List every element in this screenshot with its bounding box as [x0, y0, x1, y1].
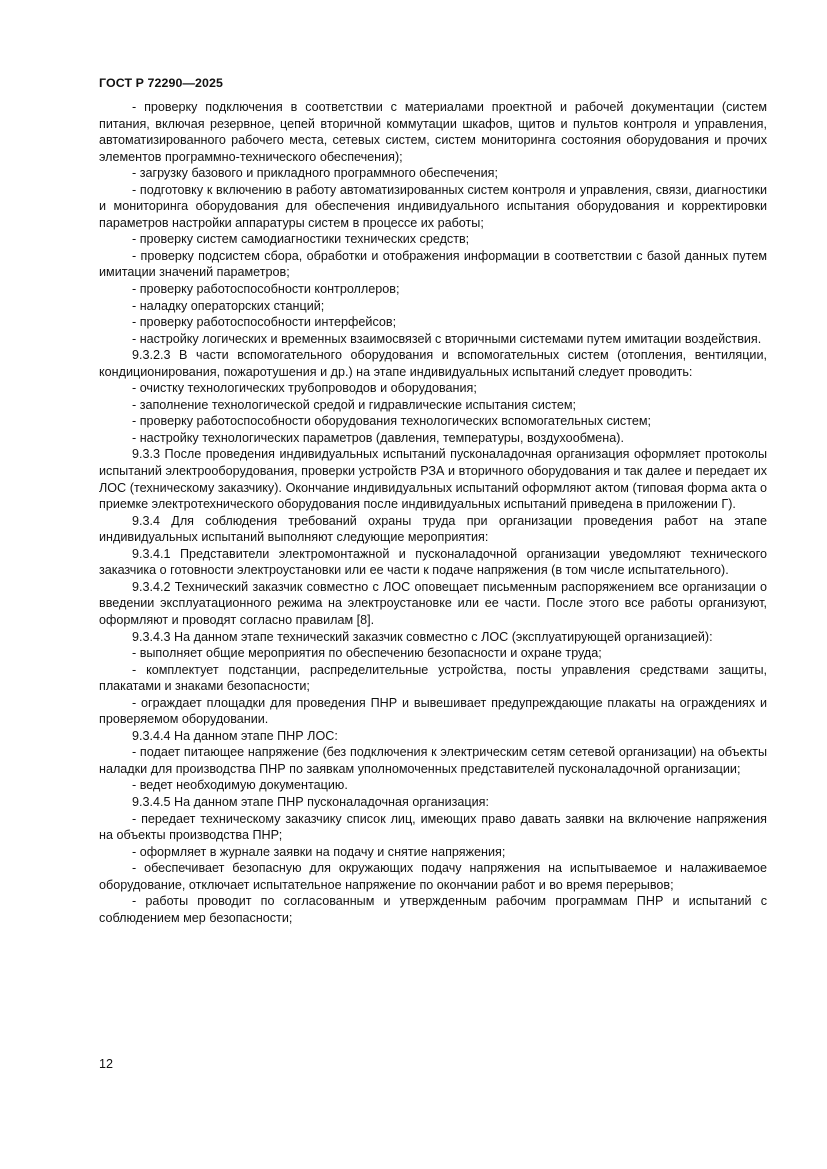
paragraph: - настройку логических и временных взаимосвязей с вторичными системами путем имитации воздействия.: [132, 331, 762, 346]
paragraph: - загрузку базового и прикладного программного обеспечения;: [132, 166, 498, 181]
paragraph: - подготовку к включению в работу автоматизированных систем контроля и управления, связи, диагностики и мониторинга оборудования для обеспечения индивидуального испытания оборудования и корректировки параметров настройки аппаратуры систем в процессе их работы;: [99, 182, 767, 230]
paragraph: - комплектует подстанции, распределительные устройства, посты управления средствами защиты, плакатами и знаками безопасности;: [99, 662, 767, 694]
paragraph: - настройку технологических параметров (давления, температуры, воздухообмена).: [132, 430, 624, 445]
paragraph: - работы проводит по согласованным и утвержденным рабочим программам ПНР и испытаний с соблюдением мер безопасности;: [99, 894, 767, 925]
paragraph: - передает техническому заказчику список лиц, имеющих право давать заявки на включение напряжения на объекты производства ПНР;: [99, 811, 767, 843]
paragraph: 9.3.4.4 На данном этапе ПНР ЛОС:: [132, 728, 338, 743]
page-number: 12: [99, 1057, 114, 1071]
paragraph: - проверку работоспособности контроллеров;: [132, 282, 400, 297]
paragraph: - проверку систем самодиагностики технических средств;: [132, 232, 470, 247]
paragraph: - обеспечивает безопасную для окружающих подачу напряжения на испытываемое и налаживаемое оборудование, отключает испытательное напряжение по окончании работ и во время перерывов;: [99, 861, 767, 892]
paragraph: - оформляет в журнале заявки на подачу и снятие напряжения;: [132, 844, 506, 859]
paragraph: 9.3.2.3 В части вспомогательного оборудования и вспомогательных систем (отопления, вентиляции, кондиционирования, пожаротушения и др.) на этапе индивидуальных испытаний следует проводить:: [99, 348, 767, 379]
paragraph: - проверку работоспособности оборудования технологических вспомогательных систем;: [132, 414, 651, 429]
paragraph: - ограждает площадки для проведения ПНР и вывешивает предупреждающие плакаты на ограждениях и проверяемом оборудовании.: [99, 695, 767, 727]
paragraph: 9.3.4.2 Технический заказчик совместно с ЛОС оповещает письменным распоряжением все организации о введении эксплуатационного режима на электроустановке или ее части. После этого все работы организуют, оформляют и проводят согласно правилам [8].: [99, 579, 767, 627]
paragraph: - проверку подключения в соответствии с материалами проектной и рабочей документации (систем питания, включая резервное, цепей вторичной коммутации шкафов, щитов и пультов контроля и управления, автоматизированного рабочего места, сетевых систем, систем мониторинга состояния оборудования и прочих элементов программно-технического обеспечения);: [99, 100, 767, 164]
paragraph: 9.3.4.1 Представители электромонтажной и пусконаладочной организации уведомляют технического заказчика о готовности электроустановки или ее части к подаче напряжения (в том числе испытательного).: [99, 546, 767, 578]
paragraph: - проверку подсистем сбора, обработки и отображения информации в соответствии с базой данных путем имитации значений параметров;: [99, 248, 767, 280]
paragraph: 9.3.4 Для соблюдения требований охраны труда при организации проведения работ на этапе индивидуальных испытаний выполняют следующие мероприятия:: [99, 513, 767, 545]
paragraph: - заполнение технологической средой и гидравлические испытания систем;: [132, 397, 577, 412]
paragraph: - выполняет общие мероприятия по обеспечению безопасности и охране труда;: [132, 646, 602, 661]
paragraph: - проверку работоспособности интерфейсов;: [132, 315, 397, 330]
paragraph: 9.3.4.3 На данном этапе технический заказчик совместно с ЛОС (эксплуатирующей организацией):: [132, 629, 713, 644]
paragraph: 9.3.3 После проведения индивидуальных испытаний пусконаладочная организация оформляет протоколы испытаний электрооборудования, проверки устройств РЗА и вторичного оборудования и так далее и передает их ЛОС (техническому заказчику). Окончание индивидуальных испытаний оформляют актом (типовая форма акта о приемке электротехнического оборудования после индивидуальных испытаний приведена в приложении Г).: [99, 447, 767, 512]
paragraph: - ведет необходимую документацию.: [132, 778, 348, 793]
paragraph: - наладку операторских станций;: [132, 298, 325, 313]
document-header: ГОСТ Р 72290—2025: [99, 76, 223, 90]
paragraph: - подает питающее напряжение (без подключения к электрическим сетям сетевой организации) на объекты наладки для производства ПНР по заявкам уполномоченных представителей пусконаладочной организации;: [99, 745, 767, 776]
paragraph: - очистку технологических трубопроводов и оборудования;: [132, 381, 477, 396]
document-body: [99, 99, 767, 926]
paragraph: 9.3.4.5 На данном этапе ПНР пусконаладочная организация:: [132, 794, 489, 809]
